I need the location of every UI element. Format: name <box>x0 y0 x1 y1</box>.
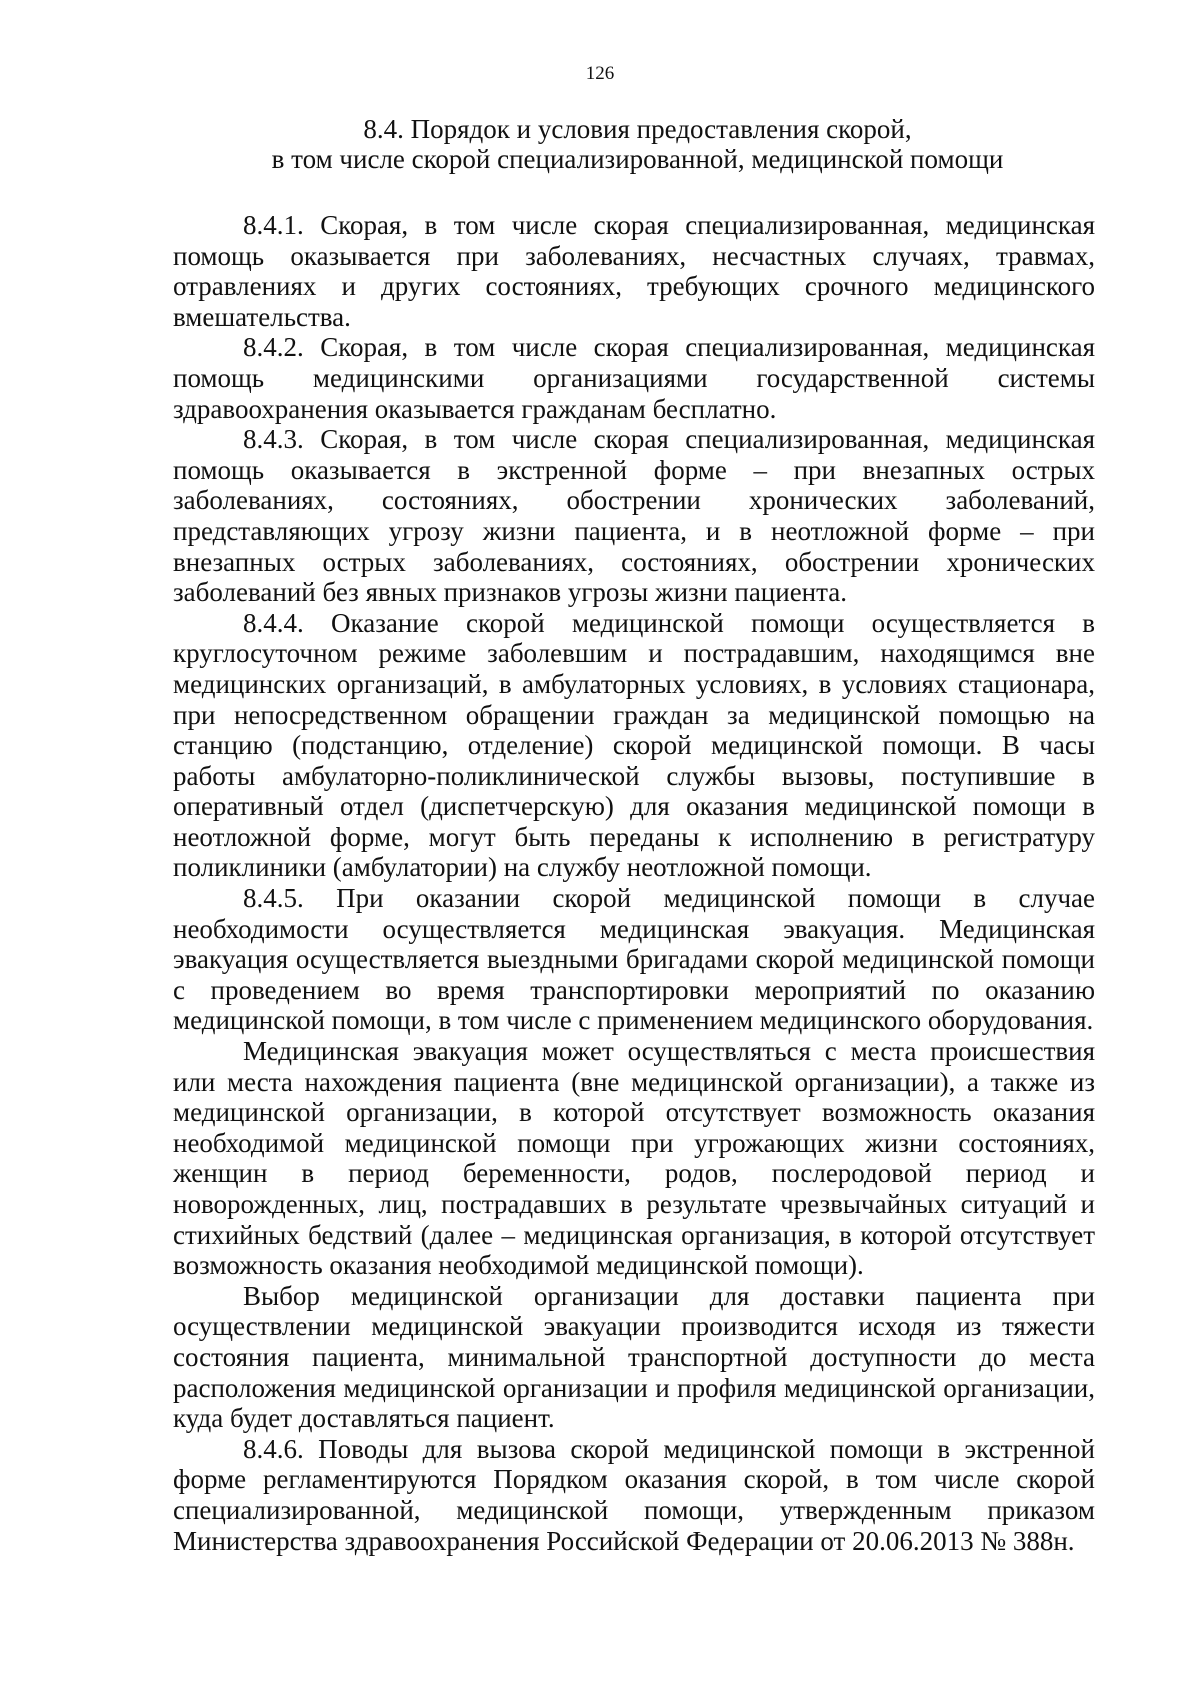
paragraph-8-4-4: 8.4.4. Оказание скорой медицинской помощи осуществляется в круглосуточном режиме заболевшим и пострадавшим, находящимся вне медицинских организаций, в амбулаторных условиях, в условиях стационара, при непосредственном обращении граждан за медицинской помощью на станцию (подстанцию, отделение) скорой медицинской помощи. В часы работы амбулаторно-поликлинической службы вызовы, поступившие в оперативный отдел (диспетчерскую) для оказания медицинской помощи в неотложной форме, могут быть переданы к исполнению в регистратуру поликлиники (амбулатории) на службу неотложной помощи. <box>173 607 1095 883</box>
paragraph-8-4-2: 8.4.2. Скорая, в том числе скорая специализированная, медицинская помощь медицинскими организациями государственной системы здравоохранения оказывается гражданам бесплатно. <box>173 332 1095 424</box>
page-number: 126 <box>585 63 615 84</box>
paragraph-organization-choice: Выбор медицинской организации для доставки пациента при осуществлении медицинской эвакуации производится исходя из тяжести состояния пациента, минимальной транспортной доступности до места расположения медицинской организации и профиля медицинской организации, куда будет доставляться пациент. <box>173 1280 1095 1434</box>
section-title-line-2: в том числе скорой специализированной, медицинской помощи <box>271 144 1004 174</box>
paragraph-evacuation: Медицинская эвакуация может осуществляться с места происшествия или места нахождения пациента (вне медицинской организации), а также из медицинской организации, в которой отсутствует возможность оказания необходимой медицинской помощи при угрожающих жизни состояниях, женщин в период беременности, родов, послеродовой период и новорожденных, лиц, пострадавших в результате чрезвычайных ситуаций и стихийных бедствий (далее – медицинская организация, в которой отсутствует возможность оказания необходимой медицинской помощи). <box>173 1036 1095 1281</box>
document-body <box>173 210 1095 1556</box>
section-title-line-1: 8.4. Порядок и условия предоставления скорой, <box>363 114 912 144</box>
paragraph-8-4-5: 8.4.5. При оказании скорой медицинской помощи в случае необходимости осуществляется медицинская эвакуация. Медицинская эвакуация осуществляется выездными бригадами скорой медицинской помощи с проведением во время транспортировки мероприятий по оказанию медицинской помощи, в том числе с применением медицинского оборудования. <box>173 883 1095 1036</box>
paragraph-8-4-1: 8.4.1. Скорая, в том числе скорая специализированная, медицинская помощь оказывается при заболеваниях, несчастных случаях, травмах, отравлениях и других состояниях, требующих срочного медицинского вмешательства. <box>173 210 1095 332</box>
paragraph-8-4-6: 8.4.6. Поводы для вызова скорой медицинской помощи в экстренной форме регламентируются Порядком оказания скорой, в том числе скорой специализированной, медицинской помощи, утвержденным приказом Министерства здравоохранения Российской Федерации от 20.06.2013 № 388н. <box>173 1433 1095 1556</box>
paragraph-8-4-3: 8.4.3. Скорая, в том числе скорая специализированная, медицинская помощь оказывается в экстренной форме – при внезапных острых заболеваниях, состояниях, обострении хронических заболеваний, представляющих угрозу жизни пациента, и в неотложной форме – при внезапных острых заболеваниях, состояниях, обострении хронических заболеваний без явных признаков угрозы жизни пациента. <box>173 424 1095 608</box>
section-title <box>170 114 1105 174</box>
